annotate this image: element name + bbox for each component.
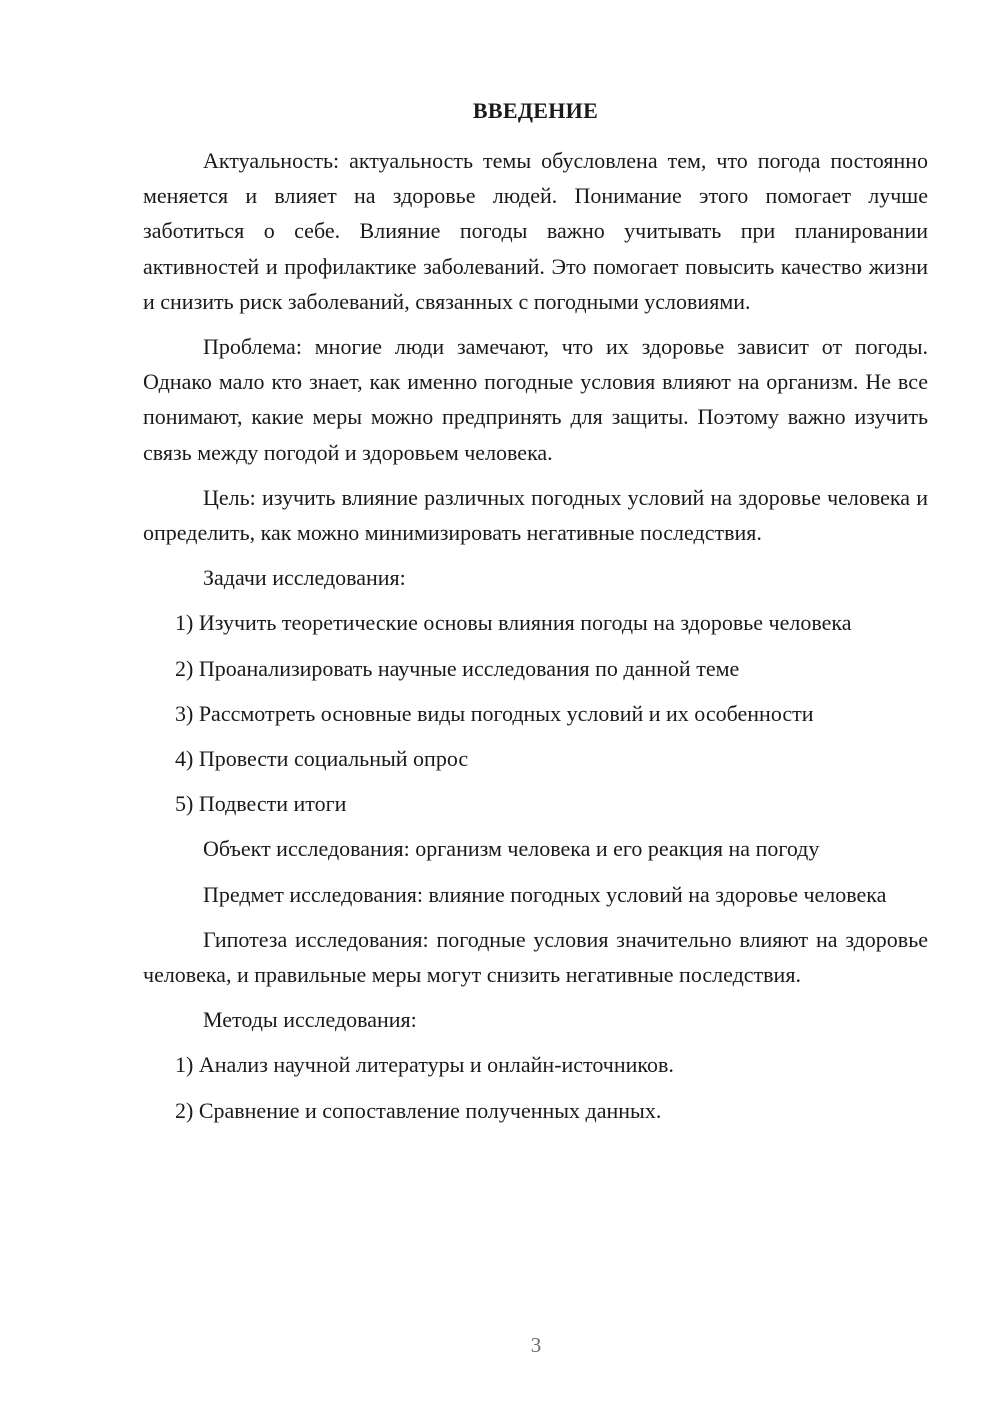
list-item-task-5: 5) Подвести итоги	[175, 791, 347, 817]
document-body	[143, 143, 928, 1138]
paragraph-hypothesis: Гипотеза исследования: погодные условия значительно влияют на здоровье человека, и правильные меры могут снизить негативные последствия.	[143, 926, 928, 988]
paragraph-goal: Цель: изучить влияние различных погодных условий на здоровье человека и определить, как можно минимизировать негативные последствия.	[143, 484, 928, 546]
paragraph-methods-heading: Методы исследования:	[203, 1007, 417, 1033]
list-item-task-4: 4) Провести социальный опрос	[175, 746, 469, 772]
paragraph-tasks-heading: Задачи исследования:	[203, 565, 406, 591]
list-item-task-2: 2) Проанализировать научные исследования по данной теме	[175, 655, 740, 681]
paragraph-problem: Проблема: многие люди замечают, что их здоровье зависит от погоды. Однако мало кто знает, как именно погодные условия влияют на организм. Не все понимают, какие меры можно предпринять для защиты. Поэтому важно изучить связь между погодой и здоровьем человека.	[143, 334, 928, 465]
list-item-task-3: 3) Рассмотреть основные виды погодных условий и их особенности	[175, 700, 814, 726]
list-item-task-1: 1) Изучить теоретические основы влияния погоды на здоровье человека	[175, 610, 852, 636]
page-number: 3	[530, 1333, 542, 1357]
list-item-method-2: 2) Сравнение и сопоставление полученных данных.	[175, 1097, 662, 1123]
list-item-method-1: 1) Анализ научной литературы и онлайн-источников.	[175, 1052, 674, 1078]
paragraph-subject: Предмет исследования: влияние погодных условий на здоровье человека	[203, 881, 887, 907]
paragraph-object: Объект исследования: организм человека и его реакция на погоду	[203, 836, 820, 862]
page-title: ВВЕДЕНИЕ	[472, 98, 599, 123]
paragraph-relevance: Актуальность: актуальность темы обусловлена тем, что погода постоянно меняется и влияет на здоровье людей. Понимание этого помогает лучше заботиться о себе. Влияние погоды важно учитывать при планировании активностей и профилактике заболеваний. Это помогает повысить качество жизни и снизить риск заболеваний, связанных с погодными условиями.	[143, 148, 928, 314]
